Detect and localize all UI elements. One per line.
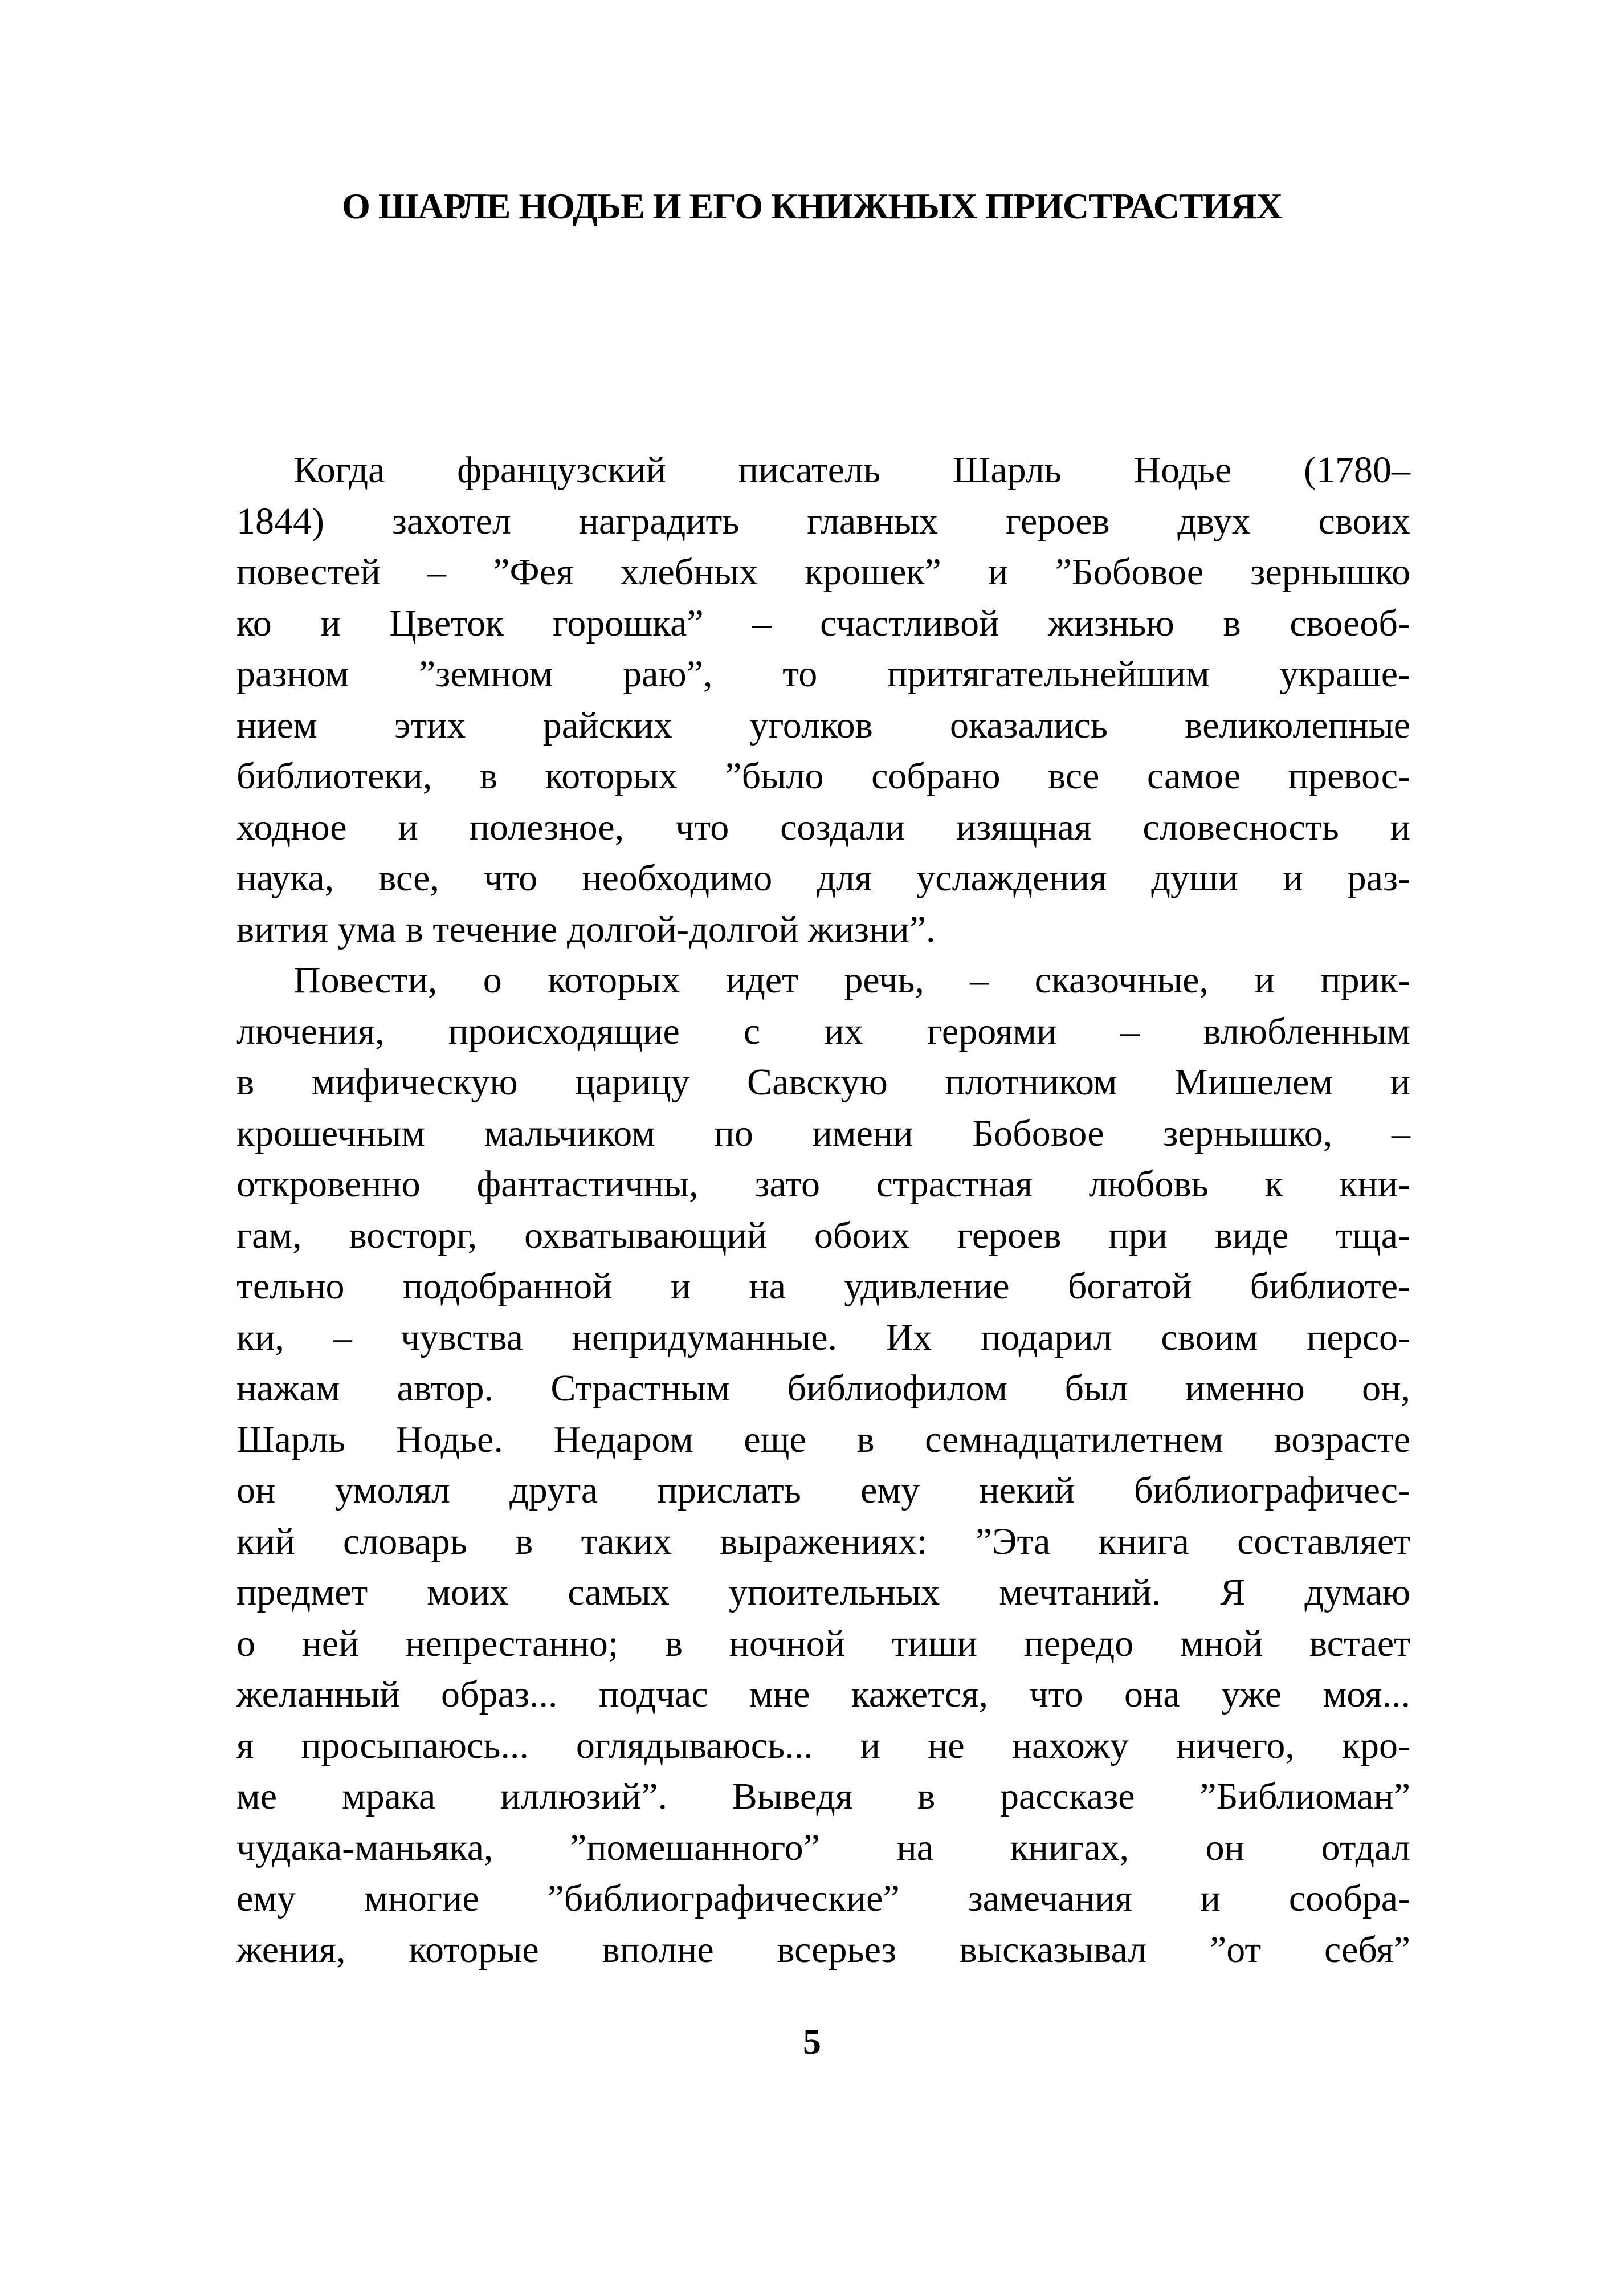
- text-line: ходное и полезное, что создали изящная словесность и: [236, 806, 1410, 848]
- text-line: библиотеки, в которых ”было собрано все самое превос-: [236, 755, 1410, 797]
- text-line: Шарль Нодье. Недаром еще в семнадцатилетнем возрасте: [236, 1418, 1410, 1460]
- text-line: Когда французский писатель Шарль Нодье (1780–: [293, 449, 1410, 491]
- chapter-title: О ШАРЛЕ НОДЬЕ И ЕГО КНИЖНЫХ ПРИСТРАСТИЯХ: [342, 186, 1282, 226]
- text-line: лючения, происходящие с их героями – влюбленным: [236, 1010, 1410, 1052]
- text-line: кий словарь в таких выражениях: ”Эта книга составляет: [236, 1520, 1410, 1562]
- text-line: о ней непрестанно; в ночной тиши передо мной встает: [236, 1622, 1410, 1664]
- text-line: ме мрака иллюзий”. Выведя в рассказе ”Библиоман”: [236, 1776, 1410, 1817]
- text-line: 1844) захотел наградить главных героев двух своих: [236, 500, 1410, 542]
- paragraph-2: [236, 955, 1410, 1975]
- text-line: нажам автор. Страстным библиофилом был именно он,: [236, 1367, 1410, 1409]
- text-line: наука, все, что необходимо для услаждения души и раз-: [236, 857, 1410, 899]
- text-line: гам, восторг, охватывающий обоих героев при виде тща-: [236, 1214, 1410, 1256]
- text-line: чудака-маньяка, ”помешанного” на книгах, он отдал: [236, 1826, 1410, 1868]
- text-line: нием этих райских уголков оказались великолепные: [236, 704, 1410, 746]
- text-line: желанный образ... подчас мне кажется, что она уже моя...: [236, 1674, 1410, 1715]
- text-line: в мифическую царицу Савскую плотником Мишелем и: [236, 1061, 1410, 1103]
- text-line: предмет моих самых упоительных мечтаний. Я думаю: [236, 1571, 1410, 1613]
- text-line: Повести, о которых идет речь, – сказочные, и прик-: [293, 959, 1410, 1001]
- text-line: разном ”земном раю”, то притягательнейшим украше-: [236, 653, 1410, 695]
- text-line: ему многие ”библиографические” замечания и сообра-: [236, 1878, 1410, 1919]
- text-line: повестей – ”Фея хлебных крошек” и ”Бобовое зернышко: [236, 551, 1410, 593]
- paragraph-1: [236, 445, 1410, 955]
- text-line: жения, которые вполне всерьез высказывал ”от себя”: [236, 1928, 1410, 1970]
- text-line: откровенно фантастичны, зато страстная любовь к кни-: [236, 1163, 1410, 1205]
- text-line: тельно подобранной и на удивление богатой библиоте-: [236, 1265, 1410, 1307]
- body-text: [236, 445, 1410, 1975]
- text-line: ко и Цветок горошка” – счастливой жизнью в своеоб-: [236, 602, 1410, 644]
- text-line: вития ума в течение долгой-долгой жизни”.: [236, 908, 936, 950]
- text-line: он умолял друга прислать ему некий библиографичес-: [236, 1469, 1410, 1511]
- text-line: ки, – чувства непридуманные. Их подарил своим персо-: [236, 1316, 1410, 1358]
- text-line: я просыпаюсь... оглядываюсь... и не нахожу ничего, кро-: [236, 1724, 1410, 1766]
- page-number: 5: [803, 2021, 821, 2062]
- text-line: крошечным мальчиком по имени Бобовое зернышко, –: [236, 1112, 1410, 1154]
